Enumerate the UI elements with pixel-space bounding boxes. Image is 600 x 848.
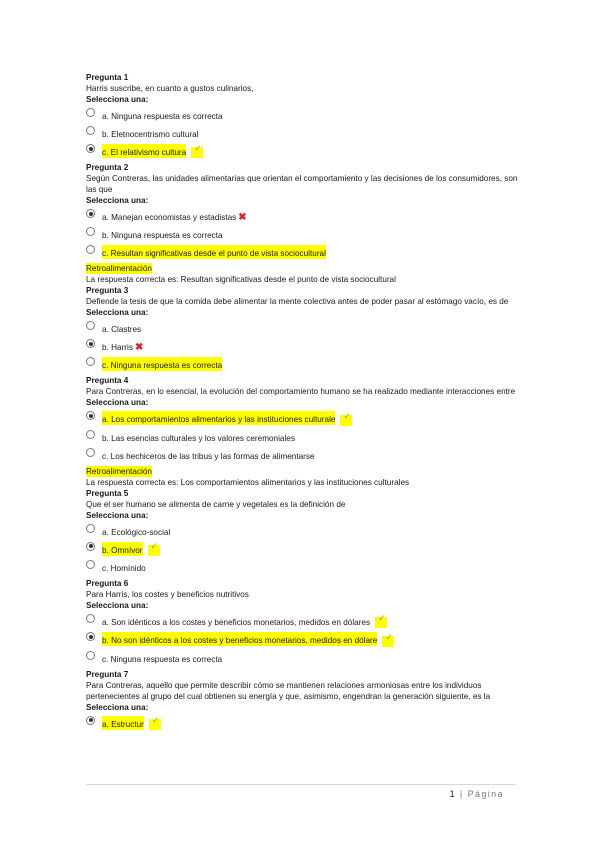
answer-option[interactable] [86, 430, 526, 444]
answer-label: c. Los hechiceros de las tribus y las formas de alimentarse [102, 451, 315, 461]
radio-button[interactable] [86, 144, 95, 153]
radio-button[interactable] [86, 651, 95, 660]
question-text: Según Contreras, las unidades alimentarias que orientan el comportamiento y las decisiones de los consumidores, son las que [86, 174, 518, 195]
question-block [86, 578, 526, 665]
radio-button[interactable] [86, 716, 95, 725]
feedback-title: Retroalimentación [86, 466, 152, 476]
page-number: 1 [449, 789, 456, 799]
answer-option[interactable] [86, 321, 526, 335]
answer-label: b. Harris [102, 343, 133, 353]
answer-option[interactable] [86, 614, 526, 628]
answer-option[interactable] [86, 339, 526, 353]
answer-option[interactable] [86, 144, 526, 158]
footer-separator: | [459, 789, 464, 799]
checkmark-icon [340, 415, 352, 426]
answer-label: a. Ecológico-social [102, 527, 171, 537]
question-title: Pregunta 2 [86, 163, 129, 173]
answer-label: a. Clastres [102, 325, 142, 335]
answer-option[interactable] [86, 357, 526, 371]
radio-button[interactable] [86, 209, 95, 218]
select-prompt: Selecciona una: [86, 398, 149, 408]
radio-button[interactable] [86, 339, 95, 348]
radio-button[interactable] [86, 357, 95, 366]
question-block [86, 72, 526, 158]
feedback-title: Retroalimentación [86, 264, 152, 274]
answer-label: a. Manejan economistas y estadistas [102, 213, 237, 223]
checkmark-icon [148, 545, 160, 556]
checkmark-icon [191, 147, 203, 158]
question-text: Para Harris, los costes y beneficios nutritivos [86, 589, 249, 599]
question-block [86, 162, 526, 285]
select-prompt: Selecciona una: [86, 308, 149, 318]
answer-label: a. Estructur [102, 716, 144, 730]
answer-option[interactable] [86, 108, 526, 122]
radio-button[interactable] [86, 227, 95, 236]
answer-label: b. Omnívor [102, 542, 143, 556]
answer-option[interactable] [86, 716, 526, 730]
answer-option[interactable] [86, 245, 526, 259]
answer-label: b. Eletnocentrismo cultural [102, 130, 199, 139]
question-title: Pregunta 5 [86, 488, 129, 498]
answer-option[interactable] [86, 448, 526, 462]
footer-divider [86, 784, 516, 785]
radio-button[interactable] [86, 411, 95, 420]
answer-option[interactable] [86, 542, 526, 556]
answer-option[interactable] [86, 560, 526, 574]
question-title: Pregunta 4 [86, 376, 129, 386]
radio-button[interactable] [86, 108, 95, 117]
radio-button[interactable] [86, 321, 95, 330]
question-block [86, 669, 526, 730]
answer-option[interactable] [86, 227, 526, 241]
answer-label: b. Ninguna respuesta es correcta [102, 231, 223, 241]
radio-button[interactable] [86, 126, 95, 135]
question-title: Pregunta 1 [86, 73, 129, 82]
radio-button[interactable] [86, 632, 95, 641]
question-text: Defiende la tesis de que la comida debe alimentar la mente colectiva antes de poder pasar al estómago vacío, es de [86, 297, 509, 307]
question-text: Que el ser humano se alimenta de carne y vegetales es la definición de [86, 499, 346, 509]
radio-button[interactable] [86, 524, 95, 533]
checkmark-icon [375, 617, 387, 628]
select-prompt: Selecciona una: [86, 600, 149, 610]
radio-button[interactable] [86, 430, 95, 439]
question-title: Pregunta 3 [86, 286, 129, 296]
answer-label: c. El relativismo cultura [102, 144, 186, 158]
answer-label: c. Homínido [102, 563, 146, 573]
feedback-text: La respuesta correcta es: Resultan significativas desde el punto de vista sociocultural [86, 275, 396, 285]
answer-option[interactable] [86, 632, 526, 646]
feedback-text: La respuesta correcta es: Los comportamientos alimentarios y las instituciones culturales [86, 477, 410, 487]
radio-button[interactable] [86, 542, 95, 551]
answer-label: c. Resultan significativas desde el punto de vista sociocultural [102, 245, 326, 259]
select-prompt: Selecciona una: [86, 510, 149, 520]
question-block [86, 488, 526, 574]
answer-label: b. No son idénticos a los costes y beneficios monetarios, medidos en dólare [102, 632, 377, 646]
select-prompt: Selecciona una: [86, 95, 149, 104]
question-block [86, 375, 526, 487]
answer-label: b. Las esencias culturales y los valores ceremoniales [102, 433, 295, 443]
select-prompt: Selecciona una: [86, 702, 149, 712]
answer-option[interactable] [86, 209, 526, 223]
page-word: Página [467, 789, 504, 799]
answer-label: a. Son idénticos a los costes y beneficios monetarios, medidos en dólares [102, 617, 371, 627]
question-title: Pregunta 6 [86, 578, 129, 588]
answer-label: c. Ninguna respuesta es correcta [102, 357, 222, 371]
radio-button[interactable] [86, 448, 95, 457]
answer-option[interactable] [86, 524, 526, 538]
page-footer [450, 789, 504, 800]
cross-icon: ✖ [134, 342, 144, 354]
answer-option[interactable] [86, 411, 526, 425]
quiz-page [86, 72, 526, 734]
select-prompt: Selecciona una: [86, 196, 149, 206]
answer-label: a. Ninguna respuesta es correcta [102, 112, 223, 121]
cross-icon: ✖ [238, 212, 247, 224]
radio-button[interactable] [86, 560, 95, 569]
radio-button[interactable] [86, 245, 95, 254]
question-title: Pregunta 7 [86, 669, 129, 679]
question-text: Harris suscribe, en cuanto a gustos culinarios, [86, 84, 254, 93]
answer-label: a. Los comportamientos alimentarios y las instituciones culturale [102, 411, 335, 425]
answer-option[interactable] [86, 126, 526, 140]
checkmark-icon [382, 636, 394, 647]
question-block [86, 285, 526, 371]
checkmark-icon [149, 719, 161, 730]
answer-label: c. Ninguna respuesta es correcta [102, 654, 223, 664]
question-text: Para Contreras, aquello que permite describir cómo se mantienen relaciones armoniosas entre los individuos pertenecientes al grupo del cual obtienen su energía y que, asimismo, engendran la generación siguiente, es la [86, 680, 491, 701]
radio-button[interactable] [86, 614, 95, 623]
question-text: Para Contreras, en lo esencial, la evolución del comportamiento humano se ha realizado mediante interacciones entre [86, 387, 516, 397]
answer-option[interactable] [86, 651, 526, 665]
